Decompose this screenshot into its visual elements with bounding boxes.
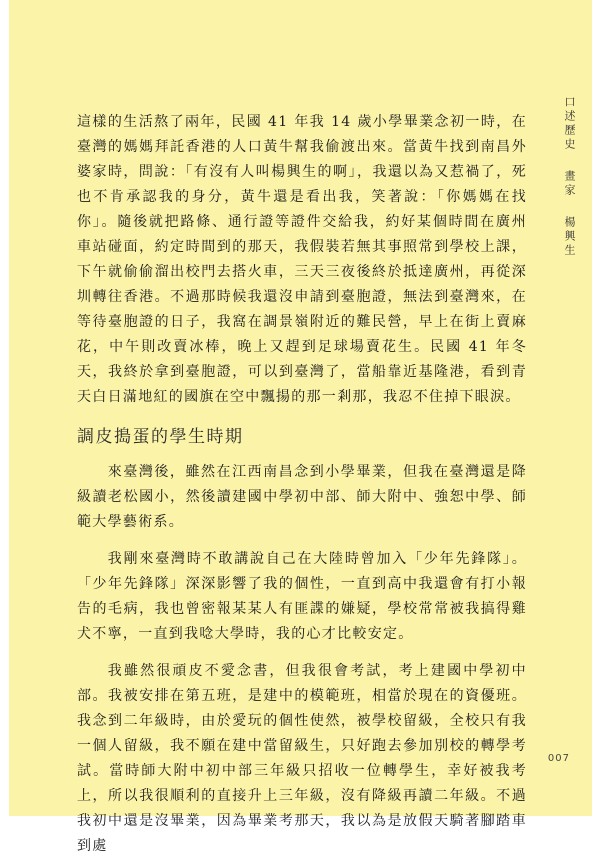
paragraph-4: 我雖然很頑皮不愛念書，但我很會考試，考上建國中學初中部。我被安排在第五班，是建中的模範班，相當於現在的資優班。我念到二年級時，由於愛玩的個性使然，被學校留級，全校只有我一個人留級，我不願在建中當留級生，只好跑去參加別校的轉學考試。當時師大附中初中部三年級只招收一位轉學生，幸好被我考上，所以我很順利的直接升上三年級，沒有降級再讀二年級。不過我初中還是沒畢業，因為畢業考那天，我以為是放假天騎著腳踏車到處 <box>77 663 527 854</box>
page-number: 007 <box>547 753 570 764</box>
paragraph-3: 我剛來臺灣時不敢講說自己在大陸時曾加入「少年先鋒隊」。「少年先鋒隊」深深影響了我的個性，一直到高中我還會有打小報告的毛病，我也曾密報某某人有匪諜的嫌疑，學校常常被我搞得雞犬不寧，一直到我唸大學時，我的心才比較安定。 <box>77 551 527 642</box>
book-page <box>9 0 592 854</box>
section-heading: 調皮搗蛋的學生時期 <box>77 427 244 447</box>
body-text <box>77 110 527 859</box>
running-header-series: 口述歷史 <box>563 96 576 152</box>
paragraph-1: 這樣的生活熬了兩年，民國 41 年我 14 歲小學畢業念初一時，在臺灣的媽媽拜託香港的人口黃牛幫我偷渡出來。當黃牛找到南昌外婆家時，問說：「有沒有人叫楊興生的啊」，我還以為又惹禍了，死也不肯承認我的身分，黃牛還是看出我，笑著說：「你媽媽在找你」。隨後就把路條、通行證等證件交給我，約好某個時間在廣州車站碰面，約定時間到的那天，我假裝若無其事照常到學校上課，下午就偷偷溜出校門去搭火車，三天三夜後終於抵達廣州，再從深圳轉往香港。不過那時候我還沒申請到臺胞證，無法到臺灣來，在等待臺胞證的日子，我窩在調景嶺附近的難民營，早上在街上賣麻花，中午則改賣冰棒，晚上又趕到足球場賣花生。民國 41 年冬天，我終於拿到臺胞證，可以到臺灣了，當船靠近基隆港，看到青天白日滿地紅的國旗在空中飄揚的那一剎那，我忍不住掉下眼淚。 <box>77 114 527 405</box>
running-header-category: 畫家 <box>563 170 576 198</box>
running-header <box>562 96 576 258</box>
paragraph-2: 來臺灣後，雖然在江西南昌念到小學畢業，但我在臺灣還是降級讀老松國小，然後讀建國中學初中部、師大附中、強恕中學、師範大學藝術系。 <box>77 464 527 530</box>
running-header-name: 楊興生 <box>563 216 576 258</box>
